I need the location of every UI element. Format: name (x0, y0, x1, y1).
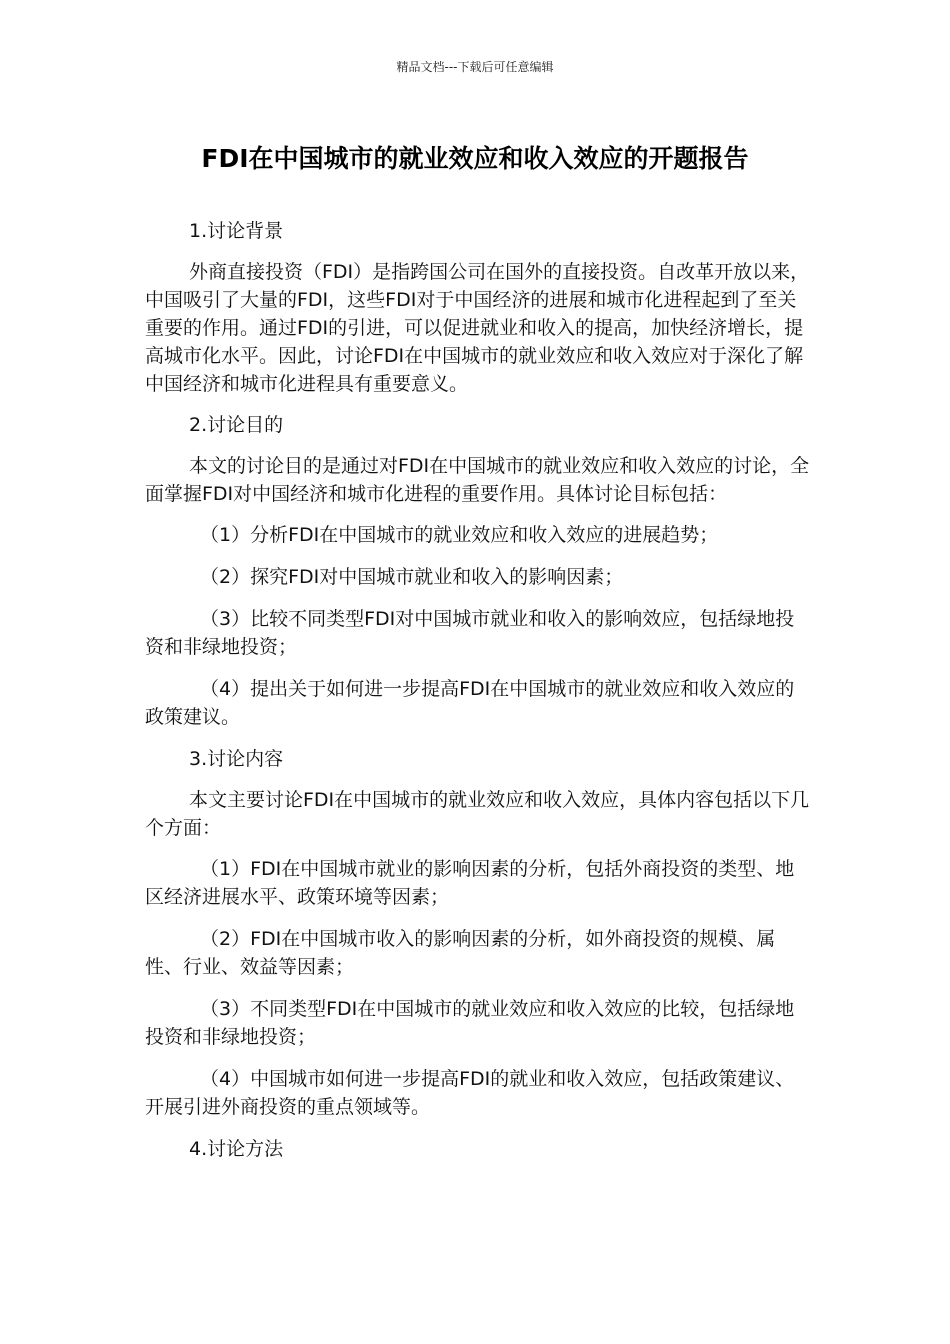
section-heading-method: 4.讨论方法 (189, 1138, 284, 1160)
section-heading-content: 3.讨论内容 (189, 748, 284, 770)
section-heading-purpose: 2.讨论目的 (189, 414, 284, 436)
purpose-item: （4）提出关于如何进一步提高FDI在中国城市的就业效应和收入效应的政策建议。 (145, 678, 795, 728)
document-body (145, 217, 810, 1176)
content-item: （3）不同类型FDI在中国城市的就业效应和收入效应的比较，包括绿地投资和非绿地投资； (145, 998, 795, 1048)
purpose-paragraph: 本文的讨论目的是通过对FDI在中国城市的就业效应和收入效应的讨论，全面掌握FDI对中国经济和城市化进程的重要作用。具体讨论目标包括： (145, 455, 810, 505)
content-item: （4）中国城市如何进一步提高FDI的就业和收入效应，包括政策建议、开展引进外商投资的重点领域等。 (145, 1068, 795, 1118)
background-paragraph: 外商直接投资（FDI）是指跨国公司在国外的直接投资。自改革开放以来，中国吸引了大量的FDI，这些FDI对于中国经济的进展和城市化进程起到了至关重要的作用。通过FDI的引进，可以促进就业和收入的提高，加快经济增长，提高城市化水平。因此，讨论FDI在中国城市的就业效应和收入效应对于深化了解中国经济和城市化进程具有重要意义。 (145, 261, 810, 395)
content-item: （1）FDI在中国城市就业的影响因素的分析，包括外商投资的类型、地区经济进展水平、政策环境等因素； (145, 858, 795, 908)
content-paragraph: 本文主要讨论FDI在中国城市的就业效应和收入效应，具体内容包括以下几个方面： (145, 789, 810, 839)
header-note: 精品文档---下载后可任意编辑 (396, 60, 554, 74)
section-heading-background: 1.讨论背景 (189, 220, 284, 242)
document-title: FDI在中国城市的就业效应和收入效应的开题报告 (201, 144, 749, 173)
content-item: （2）FDI在中国城市收入的影响因素的分析，如外商投资的规模、属性、行业、效益等因素； (145, 928, 776, 978)
purpose-item: （1）分析FDI在中国城市的就业效应和收入效应的进展趋势； (200, 524, 719, 546)
purpose-item: （2）探究FDI对中国城市就业和收入的影响因素； (200, 566, 624, 588)
purpose-item: （3）比较不同类型FDI对中国城市就业和收入的影响效应，包括绿地投资和非绿地投资； (145, 608, 795, 658)
